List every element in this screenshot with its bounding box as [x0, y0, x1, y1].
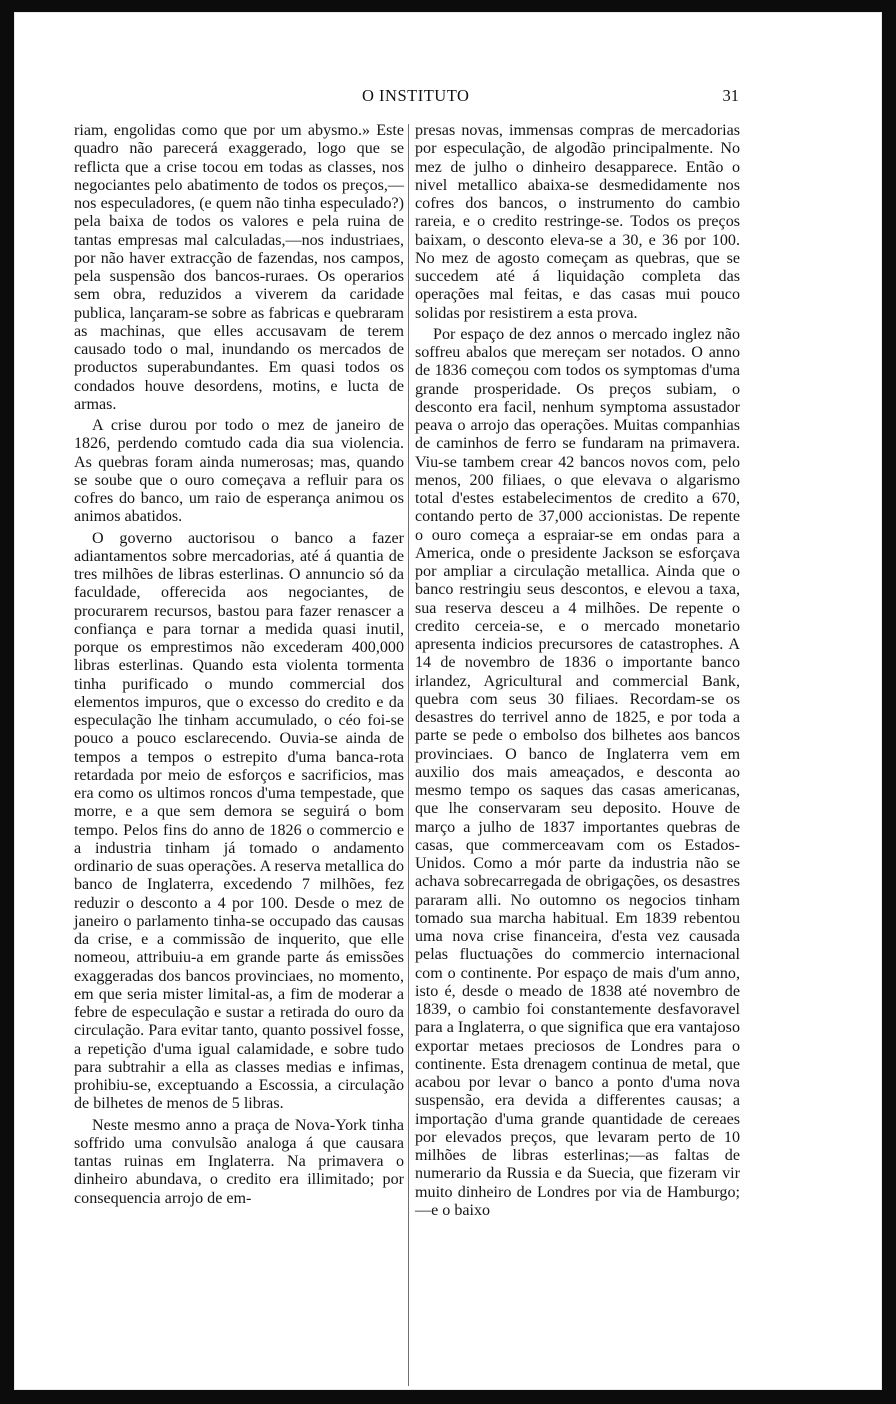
paragraph: riam, engolidas como que por um abysmo.» Este quadro não parecerá exaggerado, logo que se reflicta que a crise tocou em todas as classes, nos negociantes pelo abatimento de todos os preços,—nos especuladores, (e quem não tinha especulado?) pela baixa de todos os valores e pela ruina de tantas empresas mal calculadas,—nos industriaes, por não haver extracção de fazendas, nos campos, pela suspensão dos bancos-ruraes. Os operarios sem obra, reduzidos a viverem da caridade publica, lançaram-se sobre as fabricas e quebraram as machinas, que elles accusavam de terem causado todo o mal, inundando os mercados de productos superabundantes. Em quasi todos os condados houve desordens, motins, e lucta de armas. [74, 122, 404, 413]
paragraph: O governo auctorisou o banco a fazer adiantamentos sobre mercadorias, até á quantia de tres milhões de libras esterlinas. O annuncio só da faculdade, offerecida aos negociantes, de procurarem recursos, bastou para fazer renascer a confiança e para tornar a medida quasi inutil, porque os emprestimos não excederam 400,000 libras esterlinas. Quando esta violenta tormenta tinha purificado o mundo commercial dos elementos impuros, que o excesso do credito e da especulação lhe tinham accumulado, o céo foi-se pouco a pouco esclarecendo. Ouvia-se ainda de tempos a tempos o estrepito d'uma banca-rota retardada por meio de esforços e sacrificios, mas era como os ultimos roncos d'uma tempestade, que morre, e a que sem demora se seguirá o bom tempo. Pelos fins do anno de 1826 o commercio e a industria tinham já tomado o andamento ordinario de suas operações. A reserva metallica do banco de Inglaterra, excedendo 7 milhões, fez reduzir o desconto a 4 por 100. Desde o mez de janeiro o parlamento tinha-se occupado das causas da crise, e a commissão de inquerito, que elle nomeou, attribuiu-a em grande parte ás emissões exaggeradas dos bancos provinciaes, no momento, em que seria mister limital-as, a fim de moderar a febre de especulação e sustar a retirada do ouro da circulação. Para evitar tanto, quanto possivel fosse, a repetição d'uma igual calamidade, e sobre tudo para subtrahir a ella as classes medias e infimas, prohibiu-se, exceptuando a Escossia, a circulação de bilhetes de menos de 5 libras. [74, 529, 404, 1113]
page-number: 31 [722, 86, 739, 105]
paragraph: Por espaço de dez annos o mercado inglez não soffreu abalos que mereçam ser notados. O anno de 1836 começou com todos os symptomas d'uma grande prosperidade. Os preços subiam, o desconto era facil, nenhum symptoma assustador peava o arrojo das operações. Muitas companhias de caminhos de ferro se fundaram na primavera. Viu-se tambem crear 42 bancos novos com, pelo menos, 200 filiaes, o que elevava o algarismo total d'estes estabelecimentos de credito a 670, contando perto de 37,000 accionistas. De repente o ouro começa a espraiar-se em ondas para a America, onde o presidente Jackson se esforçava por ampliar a circulação metallica. Ainda que o banco restringiu seus descontos, e elevou a taxa, sua reserva desceu a 4 milhões. De repente o credito cerceia-se, e o mercado monetario apresenta indicios precursores de catastrophes. A 14 de novembro de 1836 o importante banco irlandez, Agricultural and commercial Bank, quebra com seus 30 filiaes. Recordam-se os desastres do terrivel anno de 1825, e por toda a parte se pede o embolso dos bilhetes aos bancos provinciaes. O banco de Inglaterra vem em auxilio dos mais ameaçados, e desconta ao mesmo tempo os saques das casas americanas, que lhe conservaram seu deposito. Houve de março a julho de 1837 importantes quebras de casas, que commerceavam com os Estados-Unidos. Como a mór parte da industria não se achava sobrecarregada de obrigações, os desastres pararam alli. No outomno os negocios tinham tomado sua marcha habitual. Em 1839 rebentou uma nova crise financeira, d'esta vez causada pelas fluctuações do commercio internacional com o continente. Por espaço de mais d'um anno, isto é, desde o meado de 1838 até novembro de 1839, o cambio foi constantemente desfavoravel para a Inglaterra, o que significa que era vantajoso exportar metaes preciosos de Londres para o continente. Esta drenagem continua de metal, que acabou por levar o banco a ponto d'uma nova suspensão, era devida a differentes causas; a importação d'uma grande quantidade de cereaes por elevados preços, que levaram perto de 10 milhões de libras esterlinas;—as faltas de numerario da Russia e da Suecia, que fizeram vir muito dinheiro de Londres por via de Hamburgo;—e o baixo [415, 325, 740, 1219]
column-divider [408, 124, 409, 1386]
paragraph: A crise durou por todo o mez de janeiro de 1826, perdendo comtudo cada dia sua violencia. As quebras foram ainda numerosas; mas, quando se soube que o ouro começava a refluir para os cofres do banco, um raio de esperança animou os animos abatidos. [74, 417, 404, 526]
running-header [14, 84, 882, 114]
left-column [74, 122, 404, 1208]
running-title: O INSTITUTO [362, 86, 470, 105]
right-column [415, 122, 740, 1220]
page [14, 12, 882, 1390]
paragraph: presas novas, immensas compras de mercadorias por especulação, de algodão principalmente. No mez de julho o dinheiro desapparece. Então o nivel metallico abaixa-se desmedidamente nos cofres dos bancos, o instrumento do cambio rareia, e o credito restringe-se. Todos os preços baixam, o desconto eleva-se a 30, e 36 por 100. No mez de agosto começam as quebras, que se succedem até á liquidação completa das operações mal feitas, e das casas mui pouco solidas por resistirem a esta prova. [415, 122, 740, 322]
paragraph: Neste mesmo anno a praça de Nova-York tinha soffrido uma convulsão analoga á que causara tantas ruinas em Inglaterra. Na primavera o dinheiro abundava, o credito era illimitado; por consequencia arrojo de em- [74, 1116, 404, 1207]
